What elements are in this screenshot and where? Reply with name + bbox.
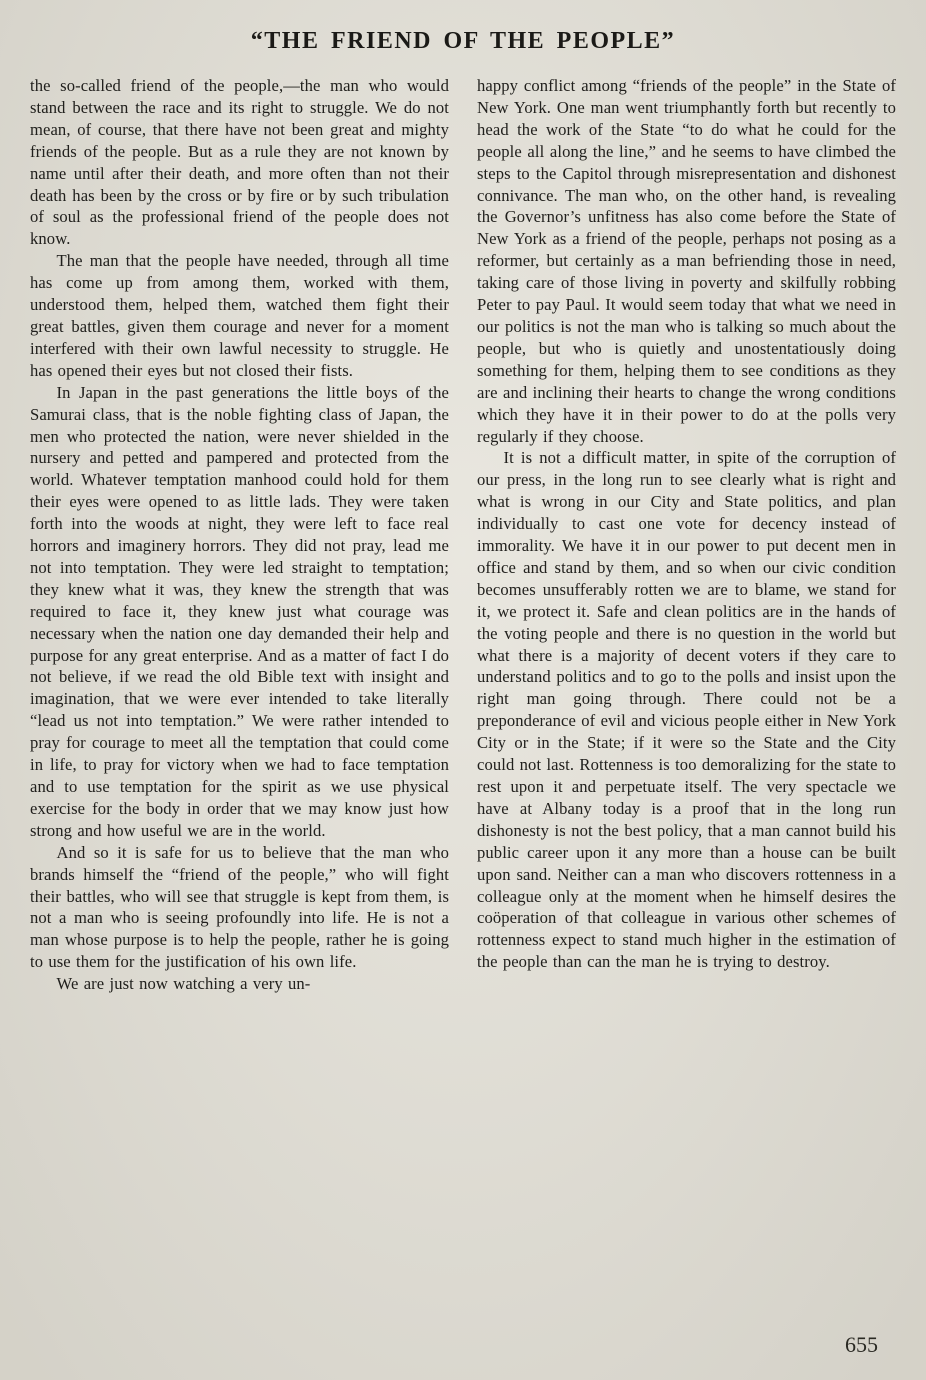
paragraph: It is not a difficult matter, in spite of the corruption of our press, in the long run to see clearly what is right and what is wrong in our City and State politics, and plan individually to cast one vote for decency instead of immorality. We have it in our power to put decent men in office and stand by them, and so when our civic condition becomes unsufferably rotten we are to blame, we stand for it, we protect it. Safe and clean politics are in the hands of the voting people and there is no question in the world but what there is a majority of decent voters if they care to understand politics and to go to the polls and insist upon the right man going through. There could not be a preponderance of evil and vicious people either in New York City or in the State; if it were so the State and the City could not last. Rottenness is too demoralizing for the state to rest upon it and perpetuate itself. The very spectacle we have at Albany today is a proof that in the long run dishonesty is not the best policy, that a man cannot build his public career upon it any more than a house can be built upon sand. Neither can a man who discovers rottenness in a colleague only at the moment when he himself desires the coöperation of that colleague in various other schemes of rottenness expect to stand much higher in the estimation of the people than can the man he is trying to destroy.: [477, 448, 896, 972]
paragraph: the so-called friend of the people,—the man who would stand between the race and its right to struggle. We do not mean, of course, that there have not been great and mighty friends of the people. But as a rule they are not known by name until after their death, and more often than not their death has been by the cross or by fire or by such tribulation of soul as the professional friend of the people does not know.: [30, 76, 449, 249]
right-column: [477, 75, 896, 995]
paragraph: happy conflict among “friends of the people” in the State of New York. One man went triumphantly forth but recently to head the work of the State “to do what he could for the people all along the line,” and he seems to have climbed the steps to the Capitol through misrepresentation and dishonest connivance. The man who, on the other hand, is revealing the Governor’s unfitness has also come before the State of New York as a friend of the people, perhaps not posing as a reformer, but certainly as a man befriending those in need, taking care of those living in poverty and skilfully robbing Peter to pay Paul. It would seem today that what we need in our politics is not the man who is talking so much about the people, but who is quietly and unostentatiously doing something for them, helping them to see conditions as they are and inclining their hearts to change the wrong conditions which they have it in their power to do at the polls very regularly if they choose.: [477, 76, 896, 446]
paragraph: The man that the people have needed, through all time has come up from among them, worked with them, understood them, helped them, watched them fight their great battles, given them courage and never for a moment interfered with their own lawful necessity to struggle. He has opened their eyes but not closed their fists.: [30, 251, 449, 380]
page-number: 655: [845, 1332, 878, 1357]
paragraph: We are just now watching a very un-: [56, 974, 311, 994]
paragraph: In Japan in the past generations the little boys of the Samurai class, that is the noble fighting class of Japan, the men who protected the nation, were never shielded in the nursery and petted and pampered and protected from the world. Whatever temptation manhood could hold for them their eyes were opened to as little lads. They were taken forth into the woods at night, they were left to face real horrors and imaginery horrors. They did not pray, lead me not into temptation. They were led straight to temptation; they knew what it was, they knew the strength that was required to face it, they knew just what courage was necessary when the nation one day demanded their help and purpose for any great enterprise. And as a matter of fact I do not believe, if we read the old Bible text with insight and imagination, that we were ever intended to take literally “lead us not into temptation.” We were rather intended to pray for courage to meet all the temptation that could come in life, to pray for victory when we had to face temptation and to use temptation for the spirit as we use physical exercise for the body in order that we may know just how strong and how useful we are in the world.: [30, 382, 449, 840]
left-column: [30, 75, 449, 995]
two-column-text-block: [30, 75, 896, 995]
article-title: “THE FRIEND OF THE PEOPLE”: [250, 28, 676, 54]
paragraph: And so it is safe for us to believe that the man who brands himself the “friend of the people,” who will fight their battles, who will see that struggle is kept from them, is not a man who is seeing profoundly into life. He is not a man whose purpose is to help the people, rather he is going to use them for the justification of his own life.: [30, 842, 449, 972]
